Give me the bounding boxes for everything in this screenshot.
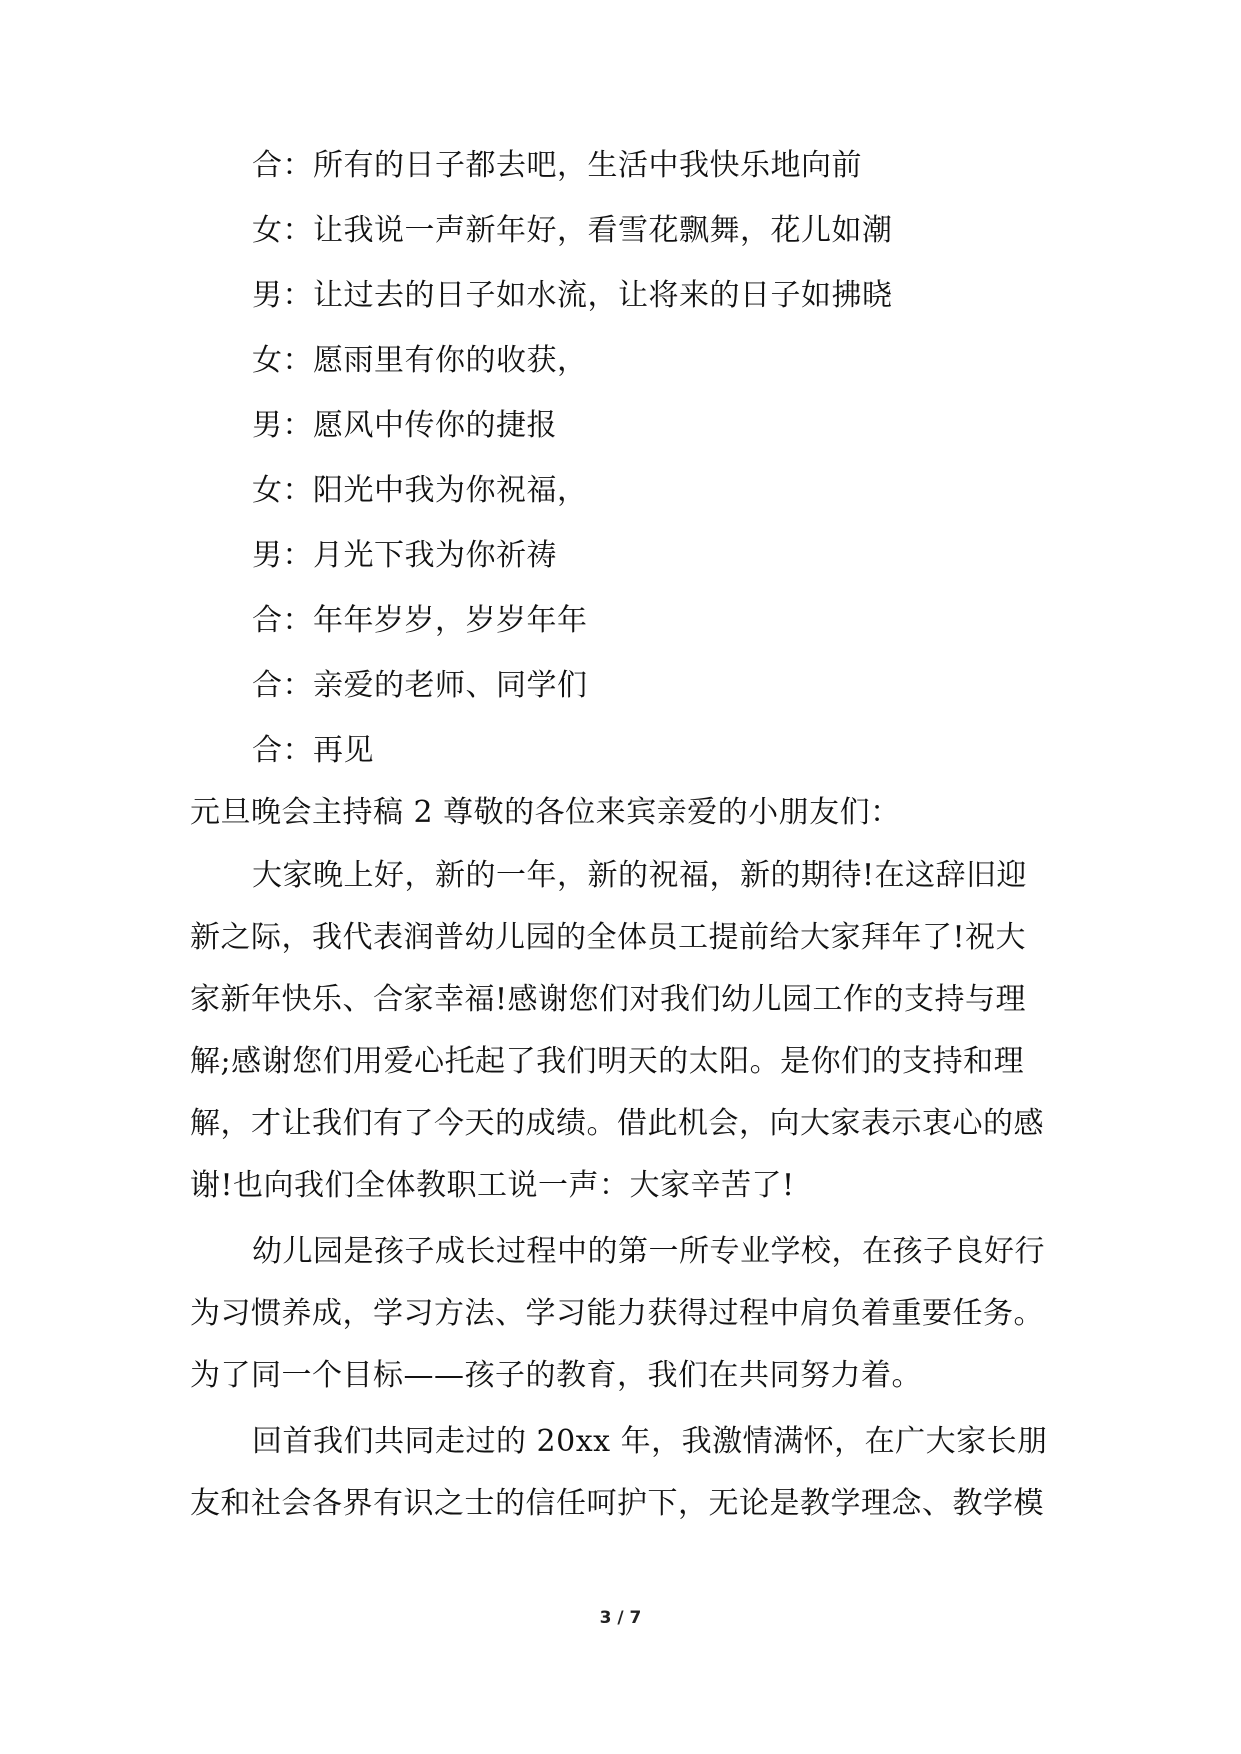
- paragraph-line: 解，才让我们有了今天的成绩。借此机会，向大家表示衷心的感: [190, 1106, 1044, 1141]
- paragraph-line: 幼儿园是孩子成长过程中的第一所专业学校，在孩子良好行: [252, 1234, 1045, 1269]
- dialog-line: 女：让我说一声新年好，看雪花飘舞，花儿如潮: [252, 213, 893, 248]
- paragraph-line: 为了同一个目标——孩子的教育，我们在共同努力着。: [190, 1358, 922, 1393]
- dialog-line: 男：月光下我为你祈祷: [252, 538, 557, 573]
- paragraph-line: 新之际，我代表润普幼儿园的全体员工提前给大家拜年了!祝大: [190, 920, 1027, 955]
- paragraph-line: 为习惯养成，学习方法、学习能力获得过程中肩负着重要任务。: [190, 1296, 1044, 1331]
- paragraph-line: 回首我们共同走过的 20xx 年，我激情满怀，在广大家长朋: [252, 1424, 1048, 1459]
- paragraph-line: 谢!也向我们全体教职工说一声：大家辛苦了!: [190, 1168, 795, 1203]
- dialog-line: 合：年年岁岁，岁岁年年: [252, 603, 588, 638]
- dialog-line: 合：再见: [252, 733, 374, 768]
- dialog-line: 合：亲爱的老师、同学们: [252, 668, 588, 703]
- paragraph-line: 家新年快乐、合家幸福!感谢您们对我们幼儿园工作的支持与理: [190, 982, 1027, 1017]
- dialog-line: 男：让过去的日子如水流，让将来的日子如拂晓: [252, 278, 893, 313]
- paragraph-line: 解;感谢您们用爱心托起了我们明天的太阳。是你们的支持和理: [190, 1044, 1025, 1079]
- dialog-line: 男：愿风中传你的捷报: [252, 408, 557, 443]
- paragraph-line: 友和社会各界有识之士的信任呵护下，无论是教学理念、教学模: [190, 1486, 1044, 1521]
- paragraph-line: 大家晚上好，新的一年，新的祝福，新的期待!在这辞旧迎: [252, 858, 1028, 893]
- page-number: 3 / 7: [599, 1608, 642, 1628]
- dialog-line: 女：阳光中我为你祝福，: [252, 473, 588, 508]
- section-heading: 元旦晚会主持稿 2 尊敬的各位来宾亲爱的小朋友们：: [190, 795, 901, 830]
- dialog-line: 合：所有的日子都去吧，生活中我快乐地向前: [252, 148, 862, 183]
- dialog-line: 女：愿雨里有你的收获，: [252, 343, 588, 378]
